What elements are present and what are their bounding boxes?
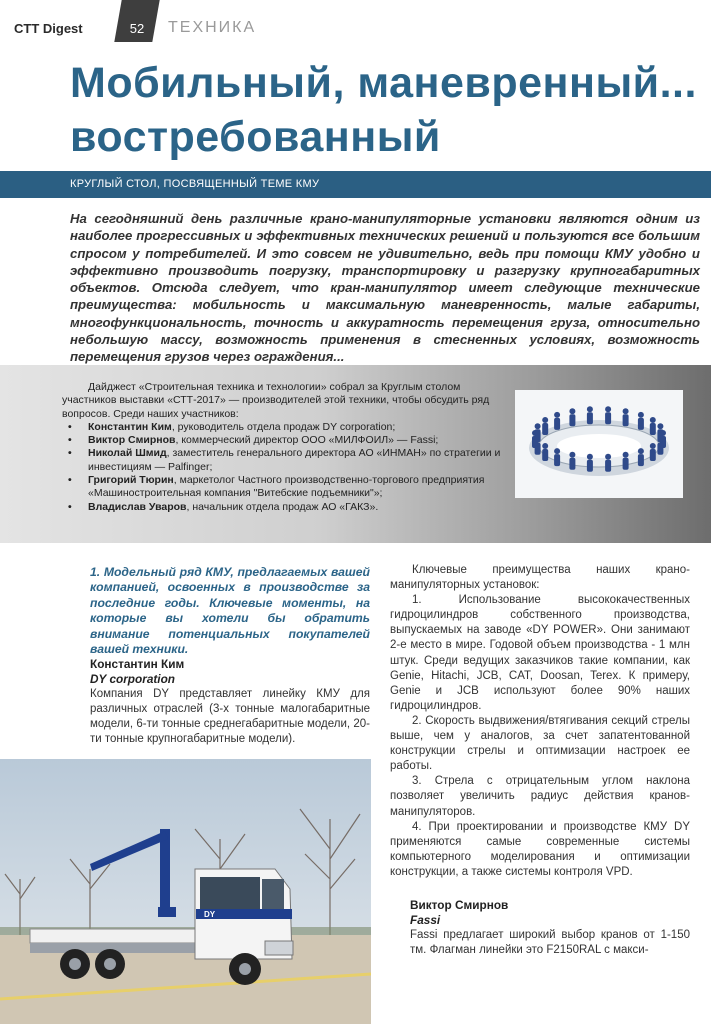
figure-head <box>638 448 644 454</box>
answer-paragraph: Компания DY представляет линейку КМУ для различных отраслей (3-х тонные малогабаритные модели, 6-ти тонные среднегабаритные модели, 20-ти тонные крупногабаритные модели). <box>90 688 370 746</box>
participants-intro: Дайджест «Строительная техника и технологии» собрал за Круглым столом участников выставки «СТТ-2017» — производителей этой техники, чтобы обсудить ряд вопросов. Среди наших участников: <box>62 381 490 420</box>
figure-head <box>605 406 611 412</box>
participant-role: , заместитель генерального директора АО «ИНМАН» по стратегии и инвестициям — Palfinger; <box>88 447 501 473</box>
answer-right-column <box>390 563 690 880</box>
seated-figure <box>650 449 656 461</box>
seated-figure <box>605 412 611 424</box>
respondent-name: Виктор Смирнов <box>410 898 509 912</box>
page-number: 52 <box>129 21 145 36</box>
truck-logo: DY <box>204 910 216 919</box>
answer-paragraph: 2. Скорость выдвижения/втягивания секций стрелы выше, чем у аналогов, за счет запатентованной конструкции стрелы и оптимизации настроек ее работы. <box>390 714 690 773</box>
answer-paragraph: 3. Стрела с отрицательным углом наклона позволяет увеличить радиус действия кранов-манипуляторов. <box>390 775 690 818</box>
answer-paragraph: 4. При проектировании и производстве КМУ DY применяются самые современные системы компьютерного моделирования и оптимизации конструкции, а также системы контроля VPD. <box>390 820 690 878</box>
participant-role: , начальник отдела продаж АО «ГАКЗ». <box>186 500 379 513</box>
respondent-company: Fassi <box>410 913 441 928</box>
respondent-company: DY corporation <box>90 672 175 687</box>
seated-figure <box>542 449 548 461</box>
answer-left-column <box>90 657 370 748</box>
answer-paragraph: Fassi предлагает широкий выбор кранов от 1-150 тм. Флагман линейки это F2150RAL с макси- <box>410 929 690 957</box>
figure-head <box>638 412 644 418</box>
participant-name: Константин Ким <box>88 420 172 433</box>
figure-head <box>569 452 575 458</box>
section-name: ТЕХНИКА <box>168 19 257 36</box>
seated-figure <box>605 460 611 472</box>
participant-name: Николай Шмид <box>88 447 167 460</box>
figure-head <box>542 443 548 449</box>
participant-name: Григорий Тюрин <box>88 474 174 487</box>
question-text: 1. Модельный ряд КМУ, предлагаемых вашей компанией, освоенных в производстве за последние годы. Ключевые моменты, на которые вы хотели бы обратить внимание потенциальных покупателей вашей техники. <box>90 565 370 657</box>
list-item <box>62 447 512 474</box>
figure-head <box>605 454 611 460</box>
figure-head <box>623 452 629 458</box>
figure-head <box>535 423 541 429</box>
seated-figure <box>587 460 593 472</box>
participant-role: , маркетолог Частного производственно-торгового предприятия «Машиностроительная компания "Витебские подъемники"»; <box>88 474 485 500</box>
seated-figure <box>569 414 575 426</box>
participants-list <box>62 421 512 514</box>
figure-head <box>623 408 629 414</box>
figure-head <box>650 417 656 423</box>
seated-figure <box>623 414 629 426</box>
participant-role: , коммерческий директор ООО «МИЛФОИЛ» — Fassi; <box>175 434 439 447</box>
figure-head <box>554 412 560 418</box>
figure-head <box>542 417 548 423</box>
lead-paragraph: На сегодняшний день различные крано-манипуляторные установки являются одним из наиболее прогрессивных и эффективных технических решений и пользуются все большим спросом у потребителей. И это совсем не удивительно, ведь при помощи КМУ удобно и эффективно производить погрузку, транспортировку и разгрузку крупногабаритных объектов. Отсюда следует, что кран-манипулятор имеет следующие технические преимущества: мобильность и максимальную маневренность, малые габариты, многофункциональность, точность и аккуратность перемещения груза, относительно небольшую массу, возможность применения в стесненных условиях, возможность перемещения грузов через ограждения... <box>70 211 700 365</box>
seated-figure <box>554 418 560 430</box>
figure-head <box>587 454 593 460</box>
article-title: Мобильный, маневренный... востребованный <box>70 59 697 161</box>
figure-head <box>554 448 560 454</box>
magazine-brand: CTT Digest <box>14 21 83 36</box>
seated-figure <box>623 458 629 470</box>
respondent-name: Константин Ким <box>90 657 185 671</box>
seated-figure <box>638 454 644 466</box>
rubric-label: КРУГЛЫЙ СТОЛ, ПОСВЯЩЕННЫЙ ТЕМЕ КМУ <box>70 178 320 190</box>
figure-head <box>657 423 663 429</box>
list-item <box>62 501 512 514</box>
figure-head <box>650 443 656 449</box>
round-table-illustration <box>515 390 683 498</box>
participant-name: Владислав Уваров <box>88 500 187 513</box>
seated-figure <box>535 429 541 441</box>
rubric-bar <box>0 171 711 198</box>
participant-role: , руководитель отдела продаж DY corporation; <box>171 420 396 433</box>
seated-figure <box>554 454 560 466</box>
participants-block <box>62 381 512 514</box>
seated-figure <box>657 429 663 441</box>
seated-figure <box>638 418 644 430</box>
seated-figure <box>657 443 663 455</box>
list-item <box>62 421 512 434</box>
list-item <box>62 434 512 447</box>
seated-figure <box>542 423 548 435</box>
list-item <box>62 474 512 501</box>
answer-paragraph: 1. Использование высококачественных гидроцилиндров собственного производства, выпускаемых на заводе «DY POWER». Они занимают 2-е место в мире. Годовой объем производства - 1 млн штук. Среди ведущих заказчиков такие компании, как Genie, Hitachi, JCB, CAT, Doosan, Terex. К примеру, Genie и JCB используют более 90% наших гидроцилиндров. <box>390 594 690 712</box>
figure-head <box>587 406 593 412</box>
seated-figure <box>650 423 656 435</box>
figure-head <box>569 408 575 414</box>
truck-crane-photo <box>0 759 371 1024</box>
participant-name: Виктор Смирнов <box>88 434 176 447</box>
page-header <box>0 0 711 42</box>
question-1 <box>90 565 370 657</box>
seated-figure <box>569 458 575 470</box>
answer-paragraph: Ключевые преимущества наших крано-манипуляторных установок: <box>390 564 690 592</box>
answer-right-column-2 <box>410 898 690 958</box>
seated-figure <box>587 412 593 424</box>
